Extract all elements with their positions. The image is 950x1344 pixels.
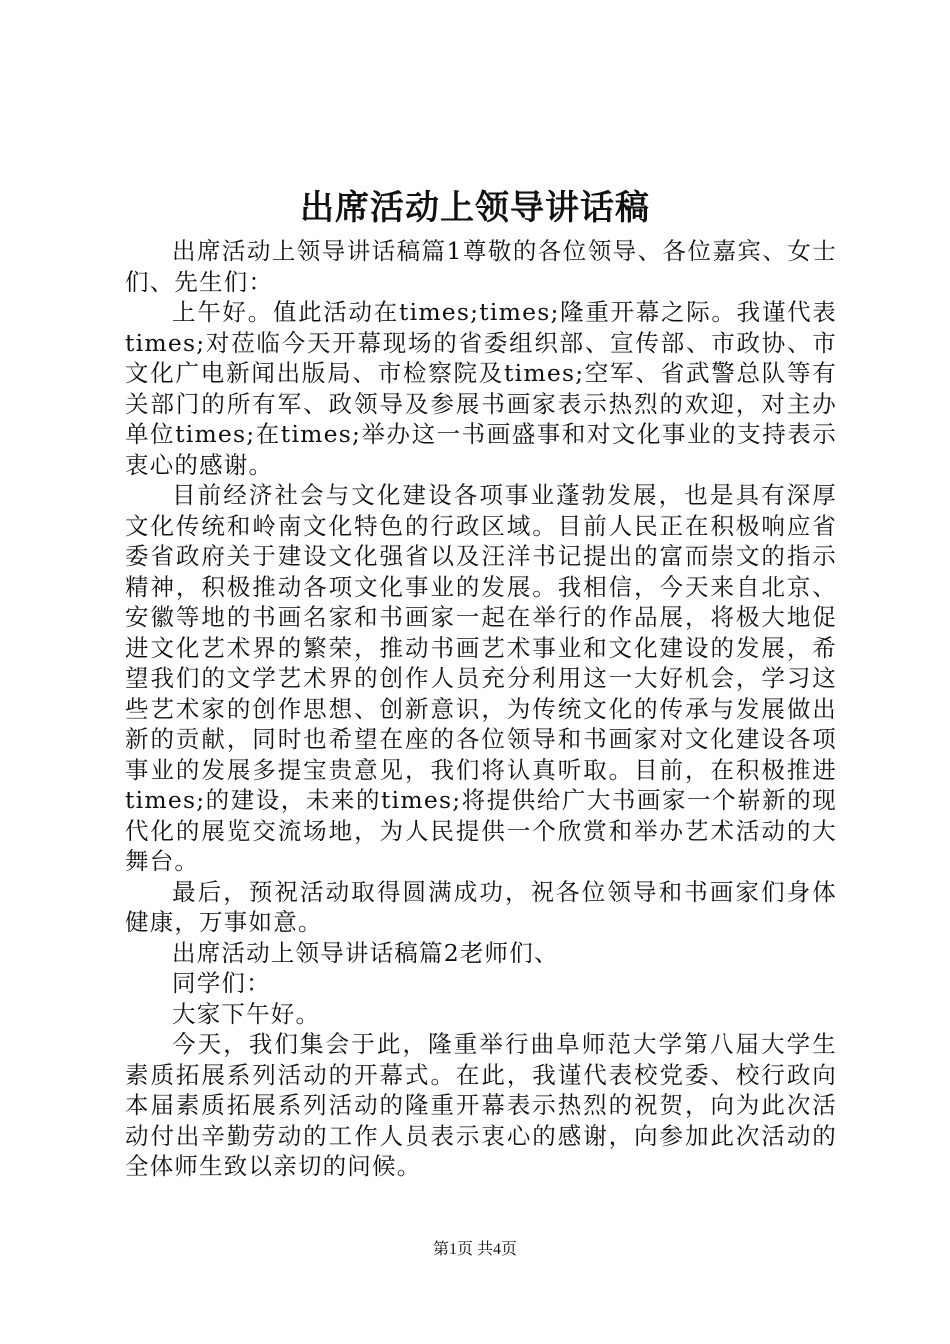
paragraph: 大家下午好。 [172,999,321,1028]
paragraph: 上午好。值此活动在times;times;隆重开幕之际。我谨代表times;对莅临今天开幕现场的省委组织部、宣传部、市政协、市文化广电新闻出版局、市检察院及times;空军、省武警总队等有关部门的所有军、政领导及参展书画家表示热烈的欢迎，对主办单位times;在times;举办这一书画盛事和对文化事业的支持表示衷心的感谢。 [125,298,837,479]
paragraph: 今天，我们集会于此，隆重举行曲阜师范大学第八届大学生素质拓展系列活动的开幕式。在此，我谨代表校党委、校行政向本届素质拓展系列活动的隆重开幕表示热烈的祝贺，向为此次活动付出辛勤劳动的工作人员表示衷心的感谢，向参加此次活动的全体师生致以亲切的问候。 [125,1030,837,1180]
document-body [125,236,837,1182]
document-title: 出席活动上领导讲话稿 [300,188,650,228]
paragraph: 出席活动上领导讲话稿篇1尊敬的各位领导、各位嘉宾、女士们、先生们： [125,237,837,296]
page-footer: 第1页 共4页 [432,1241,517,1258]
paragraph: 同学们： [172,969,271,997]
paragraph: 目前经济社会与文化建设各项事业蓬勃发展，也是具有深厚文化传统和岭南文化特色的行政区域。目前人民正在积极响应省委省政府关于建设文化强省以及汪洋书记提出的富而崇文的指示精神，积极推动各项文化事业的发展。我相信，今天来自北京、安徽等地的书画名家和书画家一起在举行的作品展，将极大地促进文化艺术界的繁荣，推动书画艺术事业和文化建设的发展，希望我们的文学艺术界的创作人员充分利用这一大好机会，学习这些艺术家的创作思想、创新意识，为传统文化的传承与发展做出新的贡献，同时也希望在座的各位领导和书画家对文化建设各项事业的发展多提宝贵意见，我们将认真听取。目前，在积极推进times;的建设，未来的times;将提供给广大书画家一个崭新的现代化的展览交流场地，为人民提供一个欣赏和举办艺术活动的大舞台。 [125,481,837,875]
paragraph: 出席活动上领导讲话稿篇2老师们、 [172,938,559,967]
paragraph: 最后，预祝活动取得圆满成功，祝各位领导和书画家们身体健康，万事如意。 [125,877,837,936]
